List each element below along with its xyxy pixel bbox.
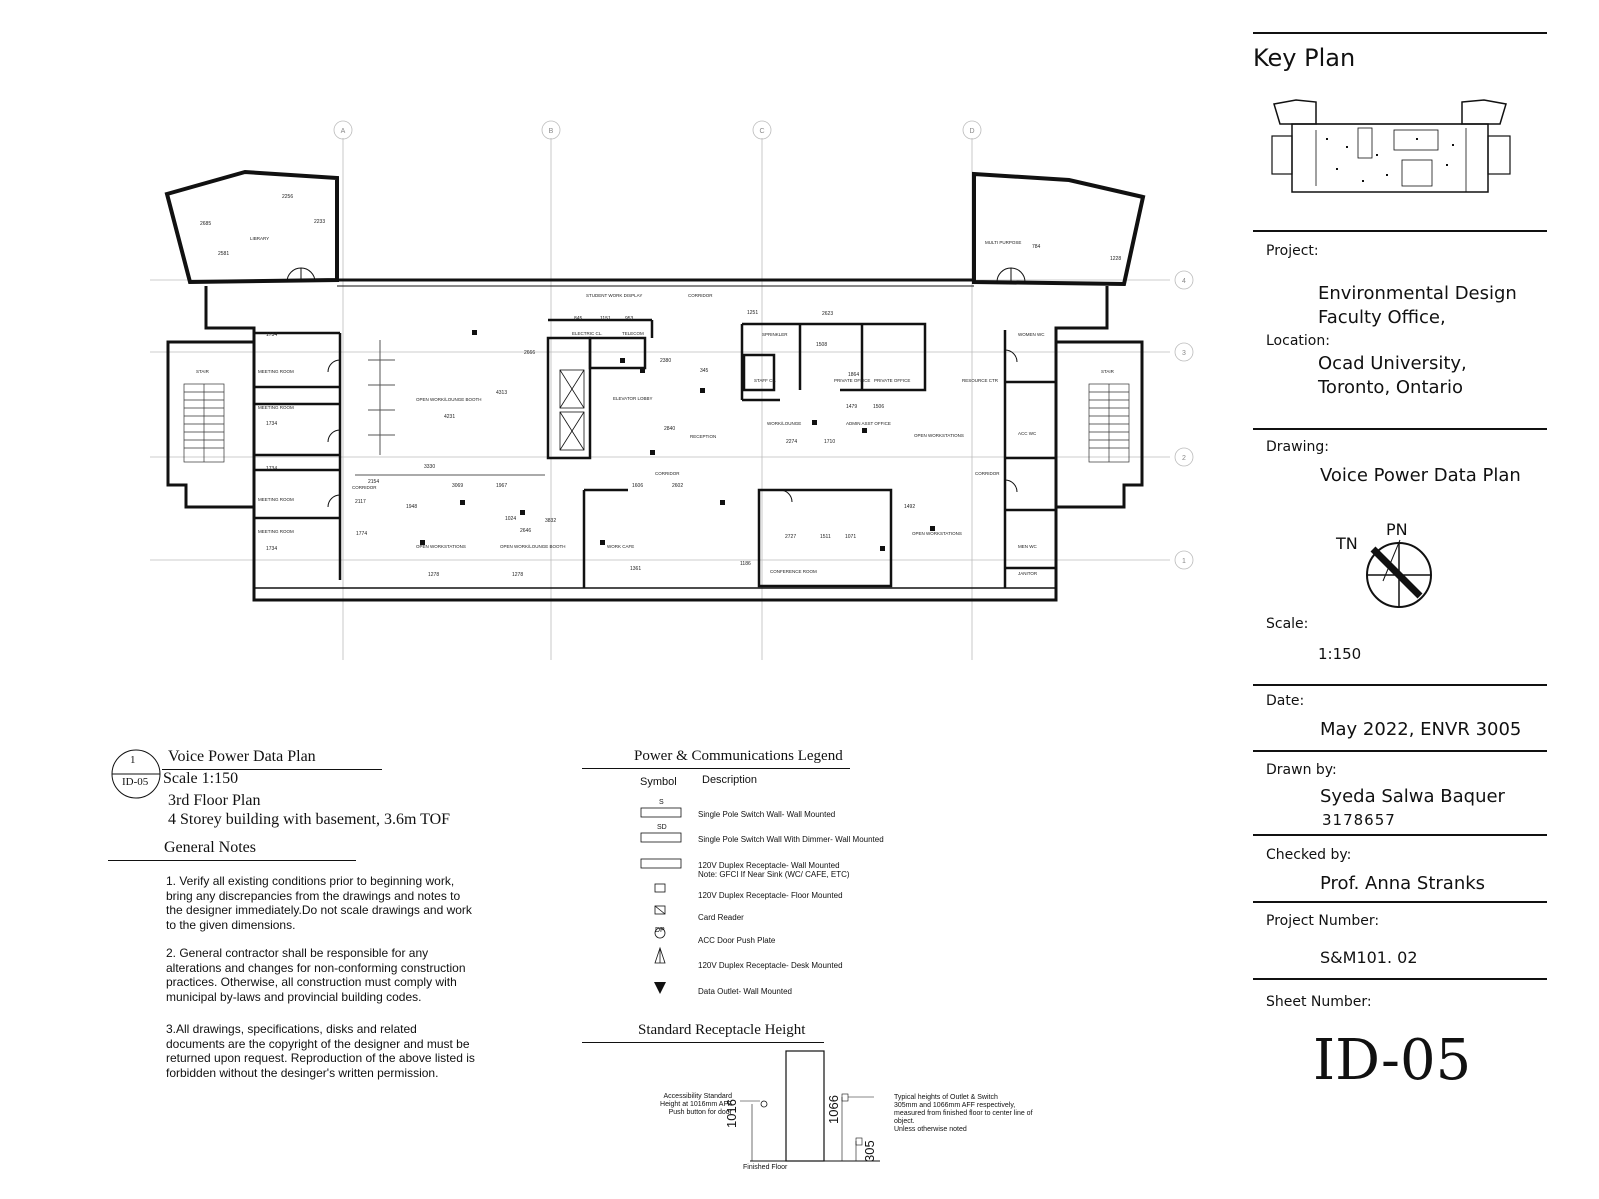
general-note-3: 3.All drawings, specifications, disks and related documents are the copyright of the designer and must be returned upon request. Reproduction of the above listed is forbidden without the desinger's written permission. xyxy=(166,1022,475,1080)
dimension: 2581 xyxy=(218,251,230,257)
grid-label-right: 2 xyxy=(1182,455,1186,462)
dimension: 2685 xyxy=(200,221,212,227)
general-note-2: 2. General contractor shall be responsible for any alterations and changes for non-conforming construction practices. Otherwise, all construction must comply with municipal by-laws and provincial building codes. xyxy=(166,946,466,1004)
room-label: WORK CAFE xyxy=(607,544,635,549)
drawing-label: Drawing: xyxy=(1266,439,1329,455)
drawing-title: Voice Power Data Plan xyxy=(168,748,316,765)
finished-floor-label: Finished Floor xyxy=(743,1164,788,1171)
drawn-by-label: Drawn by: xyxy=(1266,762,1337,778)
dimension: 1071 xyxy=(845,534,857,540)
room-label: SPRINKLER xyxy=(762,332,788,337)
key-plan-thumbnail xyxy=(1266,94,1524,198)
receptacle-diagram xyxy=(740,1045,880,1170)
legend-title: Power & Communications Legend xyxy=(634,748,843,764)
drawing-scale: Scale 1:150 xyxy=(163,770,239,787)
room-label: STAFF CL. xyxy=(754,378,777,383)
dimension: 1734 xyxy=(266,421,278,427)
project-north-label: PN xyxy=(1386,520,1408,539)
project-number-value: S&M101. 02 xyxy=(1320,948,1418,967)
project-line2: Faculty Office, xyxy=(1318,307,1446,328)
dimension: 2233 xyxy=(314,219,326,225)
legend-desc: 120V Duplex Receptacle- Floor Mounted xyxy=(698,891,843,900)
room-label: OPEN WORKSTATIONS xyxy=(416,544,466,549)
dimension: 2256 xyxy=(282,194,294,200)
dimension: 2666 xyxy=(524,350,536,356)
dimension: 3832 xyxy=(545,518,557,524)
dimension: 345 xyxy=(700,368,709,374)
room-label: MULTI PURPOSE xyxy=(985,240,1022,245)
room-label: CORRIDOR xyxy=(352,485,377,490)
legend-desc: 120V Duplex Receptacle- Wall Mounted xyxy=(698,861,840,870)
dimension: 1508 xyxy=(816,342,828,348)
drawing-value: Voice Power Data Plan xyxy=(1320,465,1521,486)
grid-label-top: B xyxy=(548,128,554,135)
room-label: ELEVATOR LOBBY xyxy=(613,396,653,401)
scale-label: Scale: xyxy=(1266,616,1309,632)
dimension: 1479 xyxy=(846,404,858,410)
room-label: WORK/LOUNGE xyxy=(767,421,802,426)
drawn-by-id: 3178657 xyxy=(1322,811,1396,829)
booths xyxy=(355,340,545,475)
room-label: PRIVATE OFFICE xyxy=(834,378,871,383)
room-label: RECEPTION xyxy=(690,434,717,439)
true-north-label: TN xyxy=(1336,534,1358,553)
general-notes-rule xyxy=(108,860,356,861)
dimension: 1024 xyxy=(505,516,517,522)
legend-col-symbol: Symbol xyxy=(640,776,677,788)
dimension: 845 xyxy=(574,316,583,322)
dimension: 1186 xyxy=(740,561,751,567)
dimension: 2623 xyxy=(822,311,834,317)
legend-desc: ACC Door Push Plate xyxy=(698,936,776,945)
dimension: 1864 xyxy=(848,372,860,378)
room-label: PRIVATE OFFICE xyxy=(874,378,911,383)
room-label: LIBRARY xyxy=(250,236,270,241)
dimension: 784 xyxy=(1032,244,1041,250)
room-label: MEETING ROOM xyxy=(258,497,294,502)
room-label: JANITOR xyxy=(1018,571,1038,576)
sheet-number-value: ID-05 xyxy=(1313,1028,1472,1093)
room-label: ADMIN ASST OFFICE xyxy=(846,421,891,426)
date-label: Date: xyxy=(1266,693,1305,709)
dimension: 1361 xyxy=(630,566,642,572)
room-label: RESOURCE CTR xyxy=(962,378,999,383)
receptacle-title: Standard Receptacle Height xyxy=(638,1022,806,1038)
location-line2: Toronto, Ontario xyxy=(1318,377,1463,398)
grid-label-right: 4 xyxy=(1182,278,1186,285)
dimension: 953 xyxy=(625,316,634,322)
project-number-label: Project Number: xyxy=(1266,913,1380,929)
stairs xyxy=(184,384,1129,462)
grid-label-right: 1 xyxy=(1182,558,1186,565)
room-label: STAIR xyxy=(196,369,209,374)
key-plan-title: Key Plan xyxy=(1253,44,1356,72)
room-label: MEETING ROOM xyxy=(258,405,294,410)
grid-lines xyxy=(150,121,1193,660)
sheet-number-label: Sheet Number: xyxy=(1266,994,1372,1010)
dimension: 4231 xyxy=(444,414,456,420)
legend-desc: Single Pole Switch Wall With Dimmer- Wall Mounted xyxy=(698,835,884,844)
drawing-building: 4 Storey building with basement, 3.6m TOF xyxy=(168,811,451,828)
legend-desc: Card Reader xyxy=(698,913,744,922)
checked-by-label: Checked by: xyxy=(1266,847,1352,863)
dimension: 1492 xyxy=(904,504,916,510)
outlet-symbols xyxy=(420,330,935,551)
dimension: 1278 xyxy=(428,572,440,578)
receptacle-rule xyxy=(582,1042,824,1043)
dimension: 1710 xyxy=(824,439,836,445)
legend-rule xyxy=(582,768,850,769)
dimension: 1506 xyxy=(873,404,885,410)
dimension: 1734 xyxy=(266,546,278,552)
legend-col-description: Description xyxy=(702,774,758,786)
room-label: CORRIDOR xyxy=(688,293,713,298)
dimension: 2840 xyxy=(664,426,676,432)
dim-1066: 1066 xyxy=(826,1095,841,1124)
room-label: ACC WC xyxy=(1018,431,1037,436)
dimension: 1774 xyxy=(356,531,368,537)
drawing-tag-sheet: ID-05 xyxy=(122,776,149,788)
grid-label-right: 3 xyxy=(1182,350,1186,357)
grid-label-top: A xyxy=(340,128,346,135)
legend-desc-note: Note: GFCI If Near Sink (WC/ CAFE, ETC) xyxy=(698,870,850,879)
drawing-floor: 3rd Floor Plan xyxy=(168,792,261,809)
legend-desc: 120V Duplex Receptacle- Desk Mounted xyxy=(698,961,843,970)
room-label: OPEN WORK/LOUNGE BOOTH xyxy=(416,397,482,402)
dimension: 1734 xyxy=(266,466,278,472)
room-label: MEN WC xyxy=(1018,544,1037,549)
drawing-tag xyxy=(108,746,164,802)
room-label: CONFERENCE ROOM xyxy=(770,569,817,574)
room-label: TELECOM xyxy=(622,331,644,336)
location-line1: Ocad University, xyxy=(1318,353,1467,374)
dimension: 3330 xyxy=(424,464,436,470)
dimension: 2380 xyxy=(660,358,672,364)
dimension: 4313 xyxy=(496,390,508,396)
elevator-shafts xyxy=(560,370,584,450)
drawing-tag-number: 1 xyxy=(130,754,136,766)
dimension: 1511 xyxy=(820,534,831,540)
dimension: 1228 xyxy=(1110,256,1122,262)
legend-desc: Data Outlet- Wall Mounted xyxy=(698,987,792,996)
general-note-1: 1. Verify all existing conditions prior to beginning work, bring any discrepancies from the drawings and notes to the designer immediately.Do not scale drawings and work to the given dimensions. xyxy=(166,874,472,932)
dimension: 1734 xyxy=(266,332,278,338)
legend-symbol-dp: DP xyxy=(655,927,665,934)
receptacle-right-note: Typical heights of Outlet & Switch 305mm and 1066mm AFF respectively, measured from finished floor to center line of object. Unless otherwise noted xyxy=(894,1094,1033,1133)
drawn-by-name: Syeda Salwa Baquer xyxy=(1320,786,1505,807)
room-label: MEETING ROOM xyxy=(258,529,294,534)
dimension: 2154 xyxy=(368,479,380,485)
scale-value: 1:150 xyxy=(1318,645,1362,663)
grid-label-top: D xyxy=(969,128,975,135)
checked-by-value: Prof. Anna Stranks xyxy=(1320,873,1486,894)
grid-label-top: C xyxy=(759,128,765,135)
dimension: 2646 xyxy=(520,528,532,534)
location-label: Location: xyxy=(1266,333,1330,349)
project-label: Project: xyxy=(1266,243,1319,259)
legend-symbol-sd: SD xyxy=(657,824,667,831)
room-label: STAIR xyxy=(1101,369,1114,374)
dimension: 2602 xyxy=(672,483,684,489)
room-label: OPEN WORK/LOUNGE BOOTH xyxy=(500,544,566,549)
dimension: 2117 xyxy=(355,499,366,505)
dimension: 1967 xyxy=(496,483,508,489)
dimension: 1278 xyxy=(512,572,524,578)
project-line1: Environmental Design xyxy=(1318,283,1517,304)
room-label: OPEN WORKSTATIONS xyxy=(914,433,964,438)
general-notes-title: General Notes xyxy=(164,839,256,856)
dimension: 2274 xyxy=(786,439,798,445)
dimension: 3069 xyxy=(452,483,464,489)
room-label: OPEN WORKSTATIONS xyxy=(912,531,962,536)
room-label: CORRIDOR xyxy=(655,471,680,476)
room-label: CORRIDOR xyxy=(975,471,1000,476)
dimension: 2727 xyxy=(785,534,797,540)
room-label: ELECTRIC CL. xyxy=(572,331,603,336)
legend-symbol-s: S xyxy=(659,799,664,806)
room-label: STUDENT WORK DISPLAY xyxy=(586,293,643,298)
dimension: 1948 xyxy=(406,504,418,510)
dimension: 1606 xyxy=(632,483,644,489)
dim-1016: 1016 xyxy=(724,1099,739,1128)
room-label: WOMEN WC xyxy=(1018,332,1045,337)
receptacle-left-note: Accessibility Standard Height at 1016mm AFF Push button for door xyxy=(660,1093,732,1116)
room-label: MEETING ROOM xyxy=(258,369,294,374)
dim-305: 305 xyxy=(862,1140,877,1162)
floor-plan xyxy=(0,0,1220,700)
date-value: May 2022, ENVR 3005 xyxy=(1320,719,1522,740)
legend-desc: Single Pole Switch Wall- Wall Mounted xyxy=(698,810,836,819)
dimension: 1251 xyxy=(747,310,759,316)
dimension: 1151 xyxy=(600,316,611,322)
